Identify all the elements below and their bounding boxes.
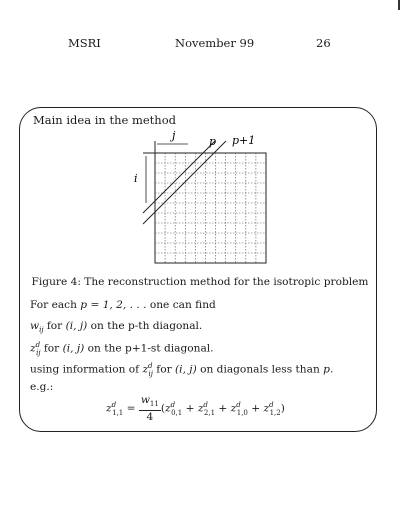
formula-t3-var: z bbox=[230, 402, 237, 415]
formula-fraction bbox=[139, 394, 161, 423]
formula-t4-sub: 1,2 bbox=[269, 408, 281, 417]
formula-t2-var: z bbox=[197, 402, 204, 415]
text-line-3 bbox=[30, 341, 214, 357]
w-sub: ij bbox=[39, 326, 44, 335]
grid-lines bbox=[155, 153, 266, 263]
line2-math: (i, j) bbox=[65, 320, 88, 332]
line2-text1: for bbox=[43, 320, 66, 332]
label-i: i bbox=[134, 172, 138, 185]
formula-t4-var: z bbox=[263, 402, 270, 415]
formula-eq: = bbox=[123, 402, 139, 415]
line3-text2: on the p+1-st diagonal. bbox=[84, 342, 214, 355]
formula-lhs-var: z bbox=[106, 402, 112, 415]
formula-t3-sup: d bbox=[236, 401, 241, 410]
text-line-2 bbox=[30, 320, 202, 334]
formula-close: ) bbox=[280, 402, 285, 415]
text-line-4 bbox=[30, 362, 333, 378]
formula-num-var: w bbox=[140, 394, 150, 406]
line4-p: p bbox=[323, 363, 330, 376]
formula-num-sub: 11 bbox=[149, 400, 159, 409]
z-sub: ij bbox=[36, 348, 41, 357]
header-date: November 99 bbox=[175, 36, 255, 50]
z-sup: d bbox=[35, 341, 41, 349]
line4-text2: for bbox=[152, 363, 176, 376]
reconstruction-diagram bbox=[20, 108, 378, 278]
line3-text1: for bbox=[40, 342, 63, 355]
line1-tail: one can find bbox=[146, 299, 216, 311]
formula-t2-sub: 2,1 bbox=[203, 408, 216, 417]
formula-t1-var: z bbox=[164, 402, 171, 415]
line4-text1: using information of bbox=[30, 363, 143, 376]
formula-plus-3: + bbox=[247, 402, 264, 415]
grid-border bbox=[155, 153, 266, 263]
header-left: MSRI bbox=[68, 36, 101, 50]
text-line-1 bbox=[30, 299, 216, 311]
line1-text: For each bbox=[30, 299, 81, 311]
eg-label: e.g.: bbox=[30, 381, 54, 393]
formula-plus-2: + bbox=[215, 402, 231, 415]
z-sub-2: ij bbox=[148, 369, 153, 378]
formula-open: ( bbox=[160, 402, 165, 415]
formula-numerator bbox=[139, 394, 161, 411]
line2-text2: on the p-th diagonal. bbox=[87, 320, 203, 332]
formula-t1-sub: 0,1 bbox=[171, 408, 183, 417]
formula-denominator: 4 bbox=[146, 411, 154, 424]
label-p: p bbox=[209, 135, 217, 148]
formula-t1-sup: d bbox=[170, 401, 176, 410]
formula-t2-sup: d bbox=[203, 401, 208, 410]
formula bbox=[106, 394, 285, 423]
line1-math: p = 1, 2, . . . bbox=[80, 299, 147, 311]
figure-caption: Figure 4: The reconstruction method for the isotropic problem bbox=[31, 276, 369, 288]
z-sup-2: d bbox=[148, 362, 153, 370]
formula-t4-sup: d bbox=[269, 401, 274, 410]
w-var: w bbox=[30, 320, 40, 332]
z-var-2: z bbox=[142, 363, 149, 376]
line4-text3: on diagonals less than bbox=[196, 363, 324, 376]
label-j: j bbox=[172, 129, 176, 142]
formula-lhs-sup: d bbox=[111, 401, 117, 410]
slide-title: Main idea in the method bbox=[33, 113, 176, 127]
line4-end: . bbox=[329, 363, 334, 376]
formula-plus-1: + bbox=[182, 402, 198, 415]
z-var: z bbox=[30, 342, 36, 355]
slide-frame bbox=[19, 107, 377, 432]
line4-math: (i, j) bbox=[175, 363, 197, 376]
line3-math: (i, j) bbox=[62, 342, 85, 355]
formula-lhs-sub: 1,1 bbox=[112, 408, 124, 417]
formula-t3-sub: 1,0 bbox=[236, 408, 248, 417]
label-p1: p+1 bbox=[232, 134, 256, 147]
page-number: 26 bbox=[316, 36, 331, 50]
diagonal-p bbox=[143, 141, 215, 213]
